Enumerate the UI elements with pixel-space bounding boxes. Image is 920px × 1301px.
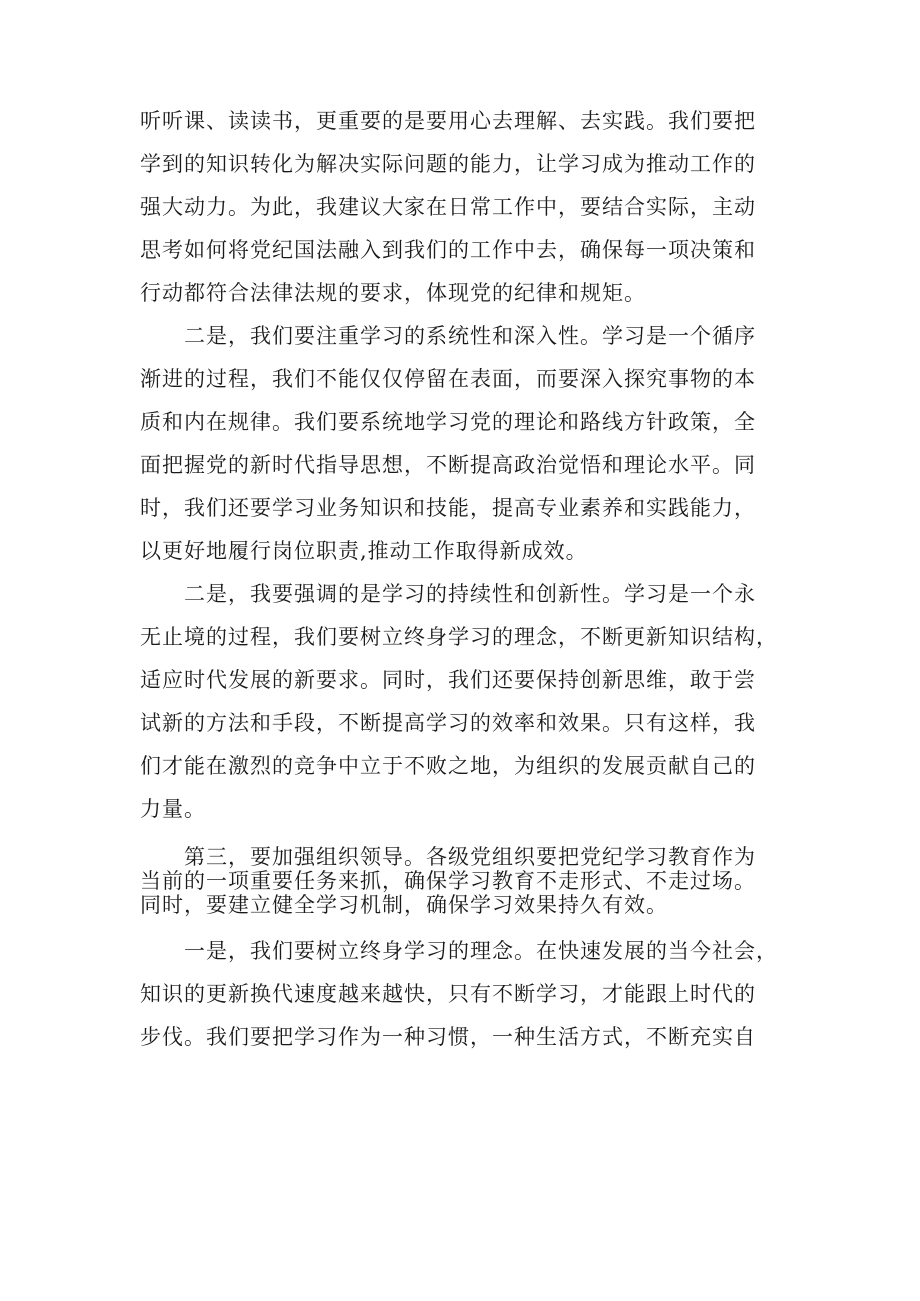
text-line: 试新的方法和手段，不断提高学习的效率和效果。只有这样，我 bbox=[140, 711, 756, 735]
text-line: 一是，我们要树立终身学习的理念。在快速发展的当今社会， bbox=[184, 939, 778, 963]
text-line: 二是，我们要注重学习的系统性和深入性。学习是一个循序 bbox=[184, 324, 756, 348]
text-line: 学到的知识转化为解决实际问题的能力，让学习成为推动工作的 bbox=[140, 152, 756, 176]
text-line: 当前的一项重要任务来抓，确保学习教育不走形式、不走过场。 bbox=[140, 869, 756, 893]
paragraph-learning-practice bbox=[140, 100, 790, 315]
text-line: 力量。 bbox=[140, 797, 206, 821]
text-line: 听听课、读读书，更重要的是要用心去理解、去实践。我们要把 bbox=[140, 109, 756, 133]
paragraph-continuous-learning bbox=[140, 573, 790, 831]
text-line: 第三，要加强组织领导。各级党组织要把党纪学习教育作为 bbox=[184, 845, 756, 869]
text-line: 步伐。我们要把学习作为一种习惯，一种生活方式，不断充实自 bbox=[140, 1025, 756, 1049]
paragraph-lifelong-learning bbox=[140, 930, 790, 1059]
text-line: 行动都符合法律法规的要求，体现党的纪律和规矩。 bbox=[140, 281, 646, 305]
text-line: 思考如何将党纪国法融入到我们的工作中去，确保每一项决策和 bbox=[140, 238, 756, 262]
text-line: 时，我们还要学习业务知识和技能，提高专业素养和实践能力， bbox=[140, 496, 756, 520]
paragraph-organizational-leadership bbox=[140, 845, 790, 917]
document-body bbox=[140, 100, 790, 1059]
text-line: 同时，要建立健全学习机制，确保学习效果持久有效。 bbox=[140, 893, 668, 917]
text-line: 二是，我要强调的是学习的持续性和创新性。学习是一个永 bbox=[184, 582, 756, 606]
text-line: 渐进的过程，我们不能仅仅停留在表面，而要深入探究事物的本 bbox=[140, 367, 756, 391]
text-line: 质和内在规律。我们要系统地学习党的理论和路线方针政策，全 bbox=[140, 410, 756, 434]
text-line: 强大动力。为此，我建议大家在日常工作中，要结合实际，主动 bbox=[140, 195, 756, 219]
paragraph-spacer bbox=[140, 831, 790, 845]
text-line: 适应时代发展的新要求。同时，我们还要保持创新思维，敢于尝 bbox=[140, 668, 756, 692]
text-line: 们才能在激烈的竞争中立于不败之地，为组织的发展贡献自己的 bbox=[140, 754, 756, 778]
text-line: 以更好地履行岗位职责,推动工作取得新成效。 bbox=[140, 539, 588, 563]
text-line: 无止境的过程，我们要树立终身学习的理念，不断更新知识结构， bbox=[140, 625, 778, 649]
paragraph-spacer bbox=[140, 917, 790, 930]
paragraph-systematic-learning bbox=[140, 315, 790, 573]
text-line: 面把握党的新时代指导思想，不断提高政治觉悟和理论水平。同 bbox=[140, 453, 756, 477]
text-line: 知识的更新换代速度越来越快，只有不断学习，才能跟上时代的 bbox=[140, 982, 756, 1006]
